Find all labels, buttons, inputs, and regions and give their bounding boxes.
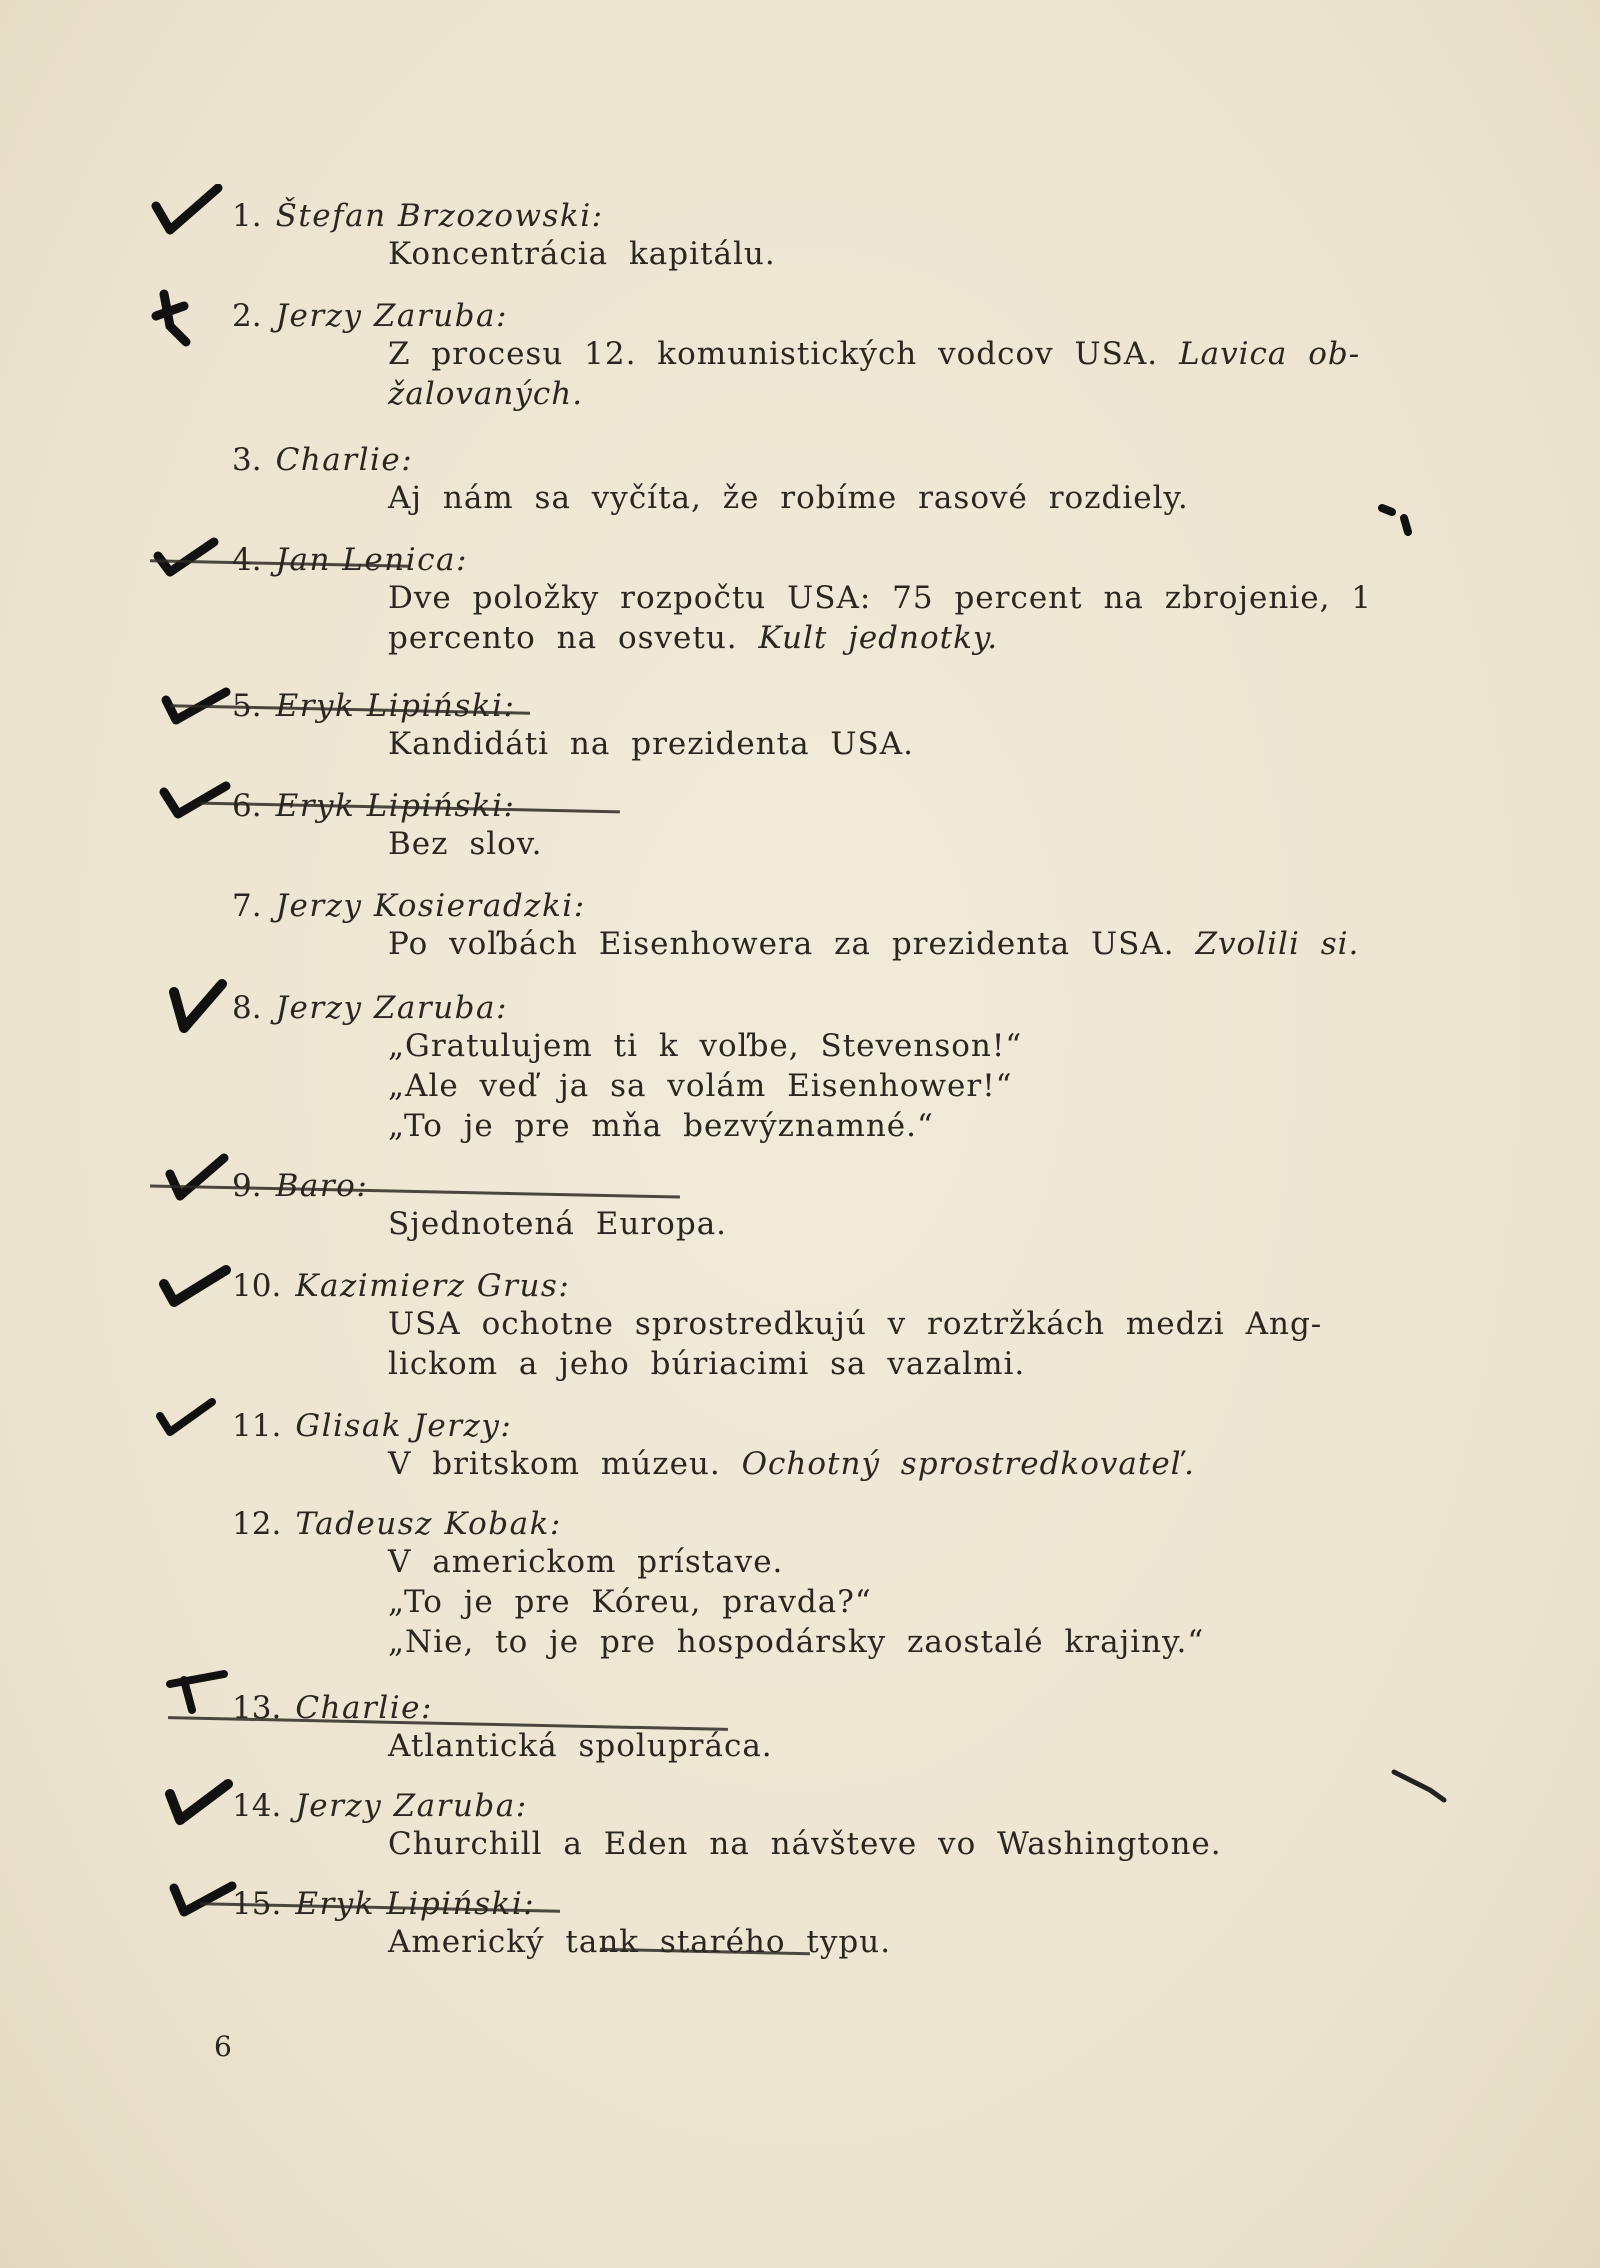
entry-number: 14. <box>232 1788 282 1824</box>
entry-author: Eryk Lipiński: <box>275 688 516 724</box>
entry-author: Tadeusz Kobak: <box>295 1506 562 1542</box>
list-item <box>0 1406 1600 1502</box>
entry-number: 5. <box>232 688 262 724</box>
entry-author: Eryk Lipiński: <box>275 788 516 824</box>
entry-line: Sjednotená Europa. <box>388 1206 728 1242</box>
entry-number: 6. <box>232 788 262 824</box>
checkmark-icon <box>164 1670 242 1730</box>
entry-line: Americký tank starého typu. <box>388 1924 892 1960</box>
pencil-mark-icon <box>1378 498 1414 538</box>
entry-line: lickom a jeho búriacimi sa vazalmi. <box>388 1346 1026 1382</box>
checkmark-icon <box>160 1774 238 1834</box>
entry-number: 11. <box>232 1408 282 1444</box>
list-item <box>0 1166 1600 1262</box>
entry-author: Jerzy Zaruba: <box>275 990 508 1026</box>
entry-author: Baro: <box>275 1168 369 1204</box>
list-item <box>0 1504 1600 1674</box>
entry-author: Charlie: <box>295 1690 433 1726</box>
checkmark-icon <box>148 528 226 588</box>
entry-author: Štefan Brzozowski: <box>275 198 604 234</box>
list-item <box>0 786 1600 882</box>
entry-line: „To je pre mňa bezvýznamné.“ <box>388 1108 934 1144</box>
entry-italic-text: Lavica ob- <box>1179 336 1361 372</box>
entry-number: 4. <box>232 542 262 578</box>
checkmark-icon <box>148 184 226 244</box>
entry-number: 8. <box>232 990 262 1026</box>
entry-line: Z procesu 12. komunistických vodcov USA. <box>388 336 1159 372</box>
entry-number: 15. <box>232 1886 282 1922</box>
checkmark-icon <box>150 288 228 348</box>
entry-number: 3. <box>232 442 262 478</box>
list-item <box>0 886 1600 982</box>
entry-line: Churchill a Eden na návšteve vo Washingtone. <box>388 1826 1222 1862</box>
list-item <box>0 1688 1600 1784</box>
entry-number: 7. <box>232 888 262 924</box>
checkmark-icon <box>156 1256 234 1316</box>
entry-author: Kazimierz Grus: <box>295 1268 571 1304</box>
entry-line: „Ale veď ja sa volám Eisenhower!“ <box>388 1068 1013 1104</box>
entry-number: 10. <box>232 1268 282 1304</box>
pencil-mark-icon <box>1390 1766 1450 1806</box>
entry-author: Jerzy Zaruba: <box>295 1788 528 1824</box>
entry-italic-text: Ochotný sprostredkovateľ. <box>741 1446 1195 1482</box>
list-item <box>0 296 1600 428</box>
entry-line: percento na osvetu. <box>388 620 738 656</box>
entry-line: Dve položky rozpočtu USA: 75 percent na zbrojenie, 1 <box>388 580 1373 616</box>
entry-line: „To je pre Kóreu, pravda?“ <box>388 1584 872 1620</box>
entry-line: Aj nám sa vyčíta, že robíme rasové rozdiely. <box>388 480 1189 516</box>
list-item <box>0 686 1600 782</box>
entry-author: Glisak Jerzy: <box>295 1408 513 1444</box>
list-item <box>0 1266 1600 1398</box>
list-item <box>0 440 1600 536</box>
entry-author: Jan Lenica: <box>275 542 468 578</box>
entry-line: Atlantická spolupráca. <box>388 1728 773 1764</box>
list-item <box>0 196 1600 292</box>
checkmark-icon <box>150 1392 228 1452</box>
entry-number: 1. <box>232 198 262 234</box>
entry-author: Jerzy Kosieradzki: <box>275 888 586 924</box>
entry-line: „Gratulujem ti k voľbe, Stevenson!“ <box>388 1028 1023 1064</box>
entry-line: USA ochotne sprostredkujú v roztržkách medzi Ang- <box>388 1306 1323 1342</box>
entry-italic-text: Kult jednotky. <box>758 620 999 656</box>
entry-number: 13. <box>232 1690 282 1726</box>
list-item <box>0 988 1600 1158</box>
entry-author: Eryk Lipiński: <box>295 1886 536 1922</box>
entry-number: 2. <box>232 298 262 334</box>
entry-line: Bez slov. <box>388 826 543 862</box>
checkmark-icon <box>160 1152 238 1212</box>
entry-line: V americkom prístave. <box>388 1544 784 1580</box>
entry-italic-text: žalovaných. <box>388 376 584 412</box>
checkmark-icon <box>164 978 242 1038</box>
entry-line: „Nie, to je pre hospodársky zaostalé krajiny.“ <box>388 1624 1205 1660</box>
list-item <box>0 540 1600 672</box>
list-item <box>0 1884 1600 1980</box>
entry-line: Po voľbách Eisenhowera za prezidenta USA. <box>388 926 1175 962</box>
page-number: 6 <box>214 2030 232 2063</box>
entry-author: Jerzy Zaruba: <box>275 298 508 334</box>
entry-line: V britskom múzeu. <box>388 1446 721 1482</box>
entry-italic-text: Zvolili si. <box>1195 926 1360 962</box>
list-item <box>0 1786 1600 1882</box>
entry-number: 9. <box>232 1168 262 1204</box>
entry-number: 12. <box>232 1506 282 1542</box>
entry-line: Koncentrácia kapitálu. <box>388 236 776 272</box>
entry-line: Kandidáti na prezidenta USA. <box>388 726 915 762</box>
entry-author: Charlie: <box>275 442 414 478</box>
